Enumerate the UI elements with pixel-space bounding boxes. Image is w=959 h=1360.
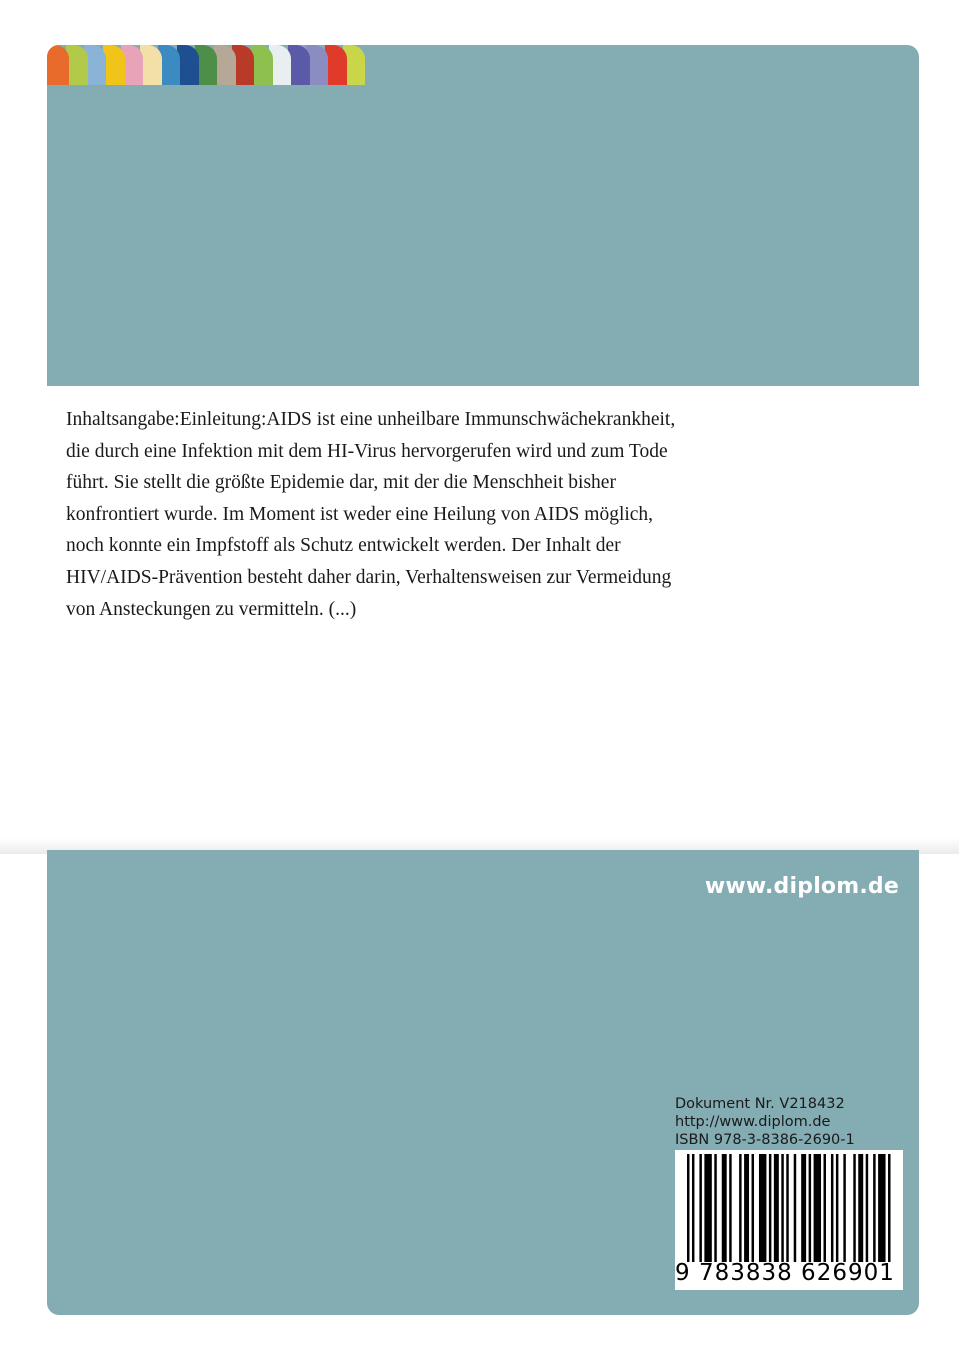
barcode-bar <box>714 1154 716 1262</box>
barcode-bar <box>752 1154 754 1262</box>
barcode-bar <box>836 1154 838 1262</box>
barcode-bar <box>744 1154 749 1262</box>
barcode-bar <box>866 1154 868 1262</box>
barcode-bar <box>858 1154 863 1262</box>
blurb-line: von Ansteckungen zu vermitteln. (...) <box>66 598 357 620</box>
barcode-bar <box>739 1154 741 1262</box>
barcode-bar <box>873 1154 875 1262</box>
barcode-bar <box>781 1154 783 1262</box>
document-number: Dokument Nr. V218432 <box>675 1096 845 1112</box>
cover-top-panel <box>47 45 919 386</box>
blurb-line: konfrontiert wurde. Im Moment ist weder eine Heilung von AIDS möglich, <box>66 503 654 525</box>
blurb-line: die durch eine Infektion mit dem HI-Virus hervorgerufen wird und zum Tode <box>66 440 668 462</box>
blurb-line: Inhaltsangabe:Einleitung:AIDS ist eine unheilbare Immunschwächekrankheit, <box>66 409 676 430</box>
blurb-line: HIV/AIDS-Prävention besteht daher darin, Verhaltensweisen zur Vermeidung <box>66 566 672 588</box>
barcode-bar <box>687 1154 689 1262</box>
barcode-bar <box>786 1154 788 1262</box>
barcode-bar <box>878 1154 885 1262</box>
publisher-website: www.diplom.de <box>704 874 899 899</box>
cover-bottom-panel <box>47 850 919 1315</box>
barcode-bar <box>809 1154 811 1262</box>
barcode-bar <box>888 1154 890 1262</box>
blurb-line: führt. Sie stellt die größte Epidemie dar, mit der die Menschheit bisher <box>66 472 616 494</box>
barcode-bar <box>759 1154 766 1262</box>
barcode-bar <box>699 1154 701 1262</box>
isbn: ISBN 978-3-8386-2690-1 <box>675 1132 855 1148</box>
barcode-bar <box>843 1154 845 1262</box>
color-tab-strip <box>47 45 387 85</box>
color-tab <box>47 45 69 85</box>
barcode-digits: 9 783838 626901 <box>675 1260 895 1286</box>
barcode-bar <box>722 1154 727 1262</box>
barcode-bars <box>687 1154 893 1262</box>
barcode-bar <box>729 1154 731 1262</box>
isbn-barcode <box>675 1150 903 1290</box>
barcode-bar <box>831 1154 833 1262</box>
barcode-bar <box>824 1154 826 1262</box>
barcode-bar <box>794 1154 796 1262</box>
barcode-bar <box>704 1154 711 1262</box>
barcode-bar <box>853 1154 855 1262</box>
barcode-bar <box>769 1154 771 1262</box>
barcode-bar <box>814 1154 821 1262</box>
barcode-bar <box>774 1154 779 1262</box>
blurb-text <box>66 404 786 625</box>
barcode-bar <box>692 1154 694 1262</box>
bibliographic-info <box>675 1095 855 1149</box>
blurb-line: noch konnte ein Impfstoff als Schutz entwickelt werden. Der Inhalt der <box>66 535 621 557</box>
barcode-bar <box>801 1154 806 1262</box>
publisher-url: http://www.diplom.de <box>675 1114 831 1130</box>
